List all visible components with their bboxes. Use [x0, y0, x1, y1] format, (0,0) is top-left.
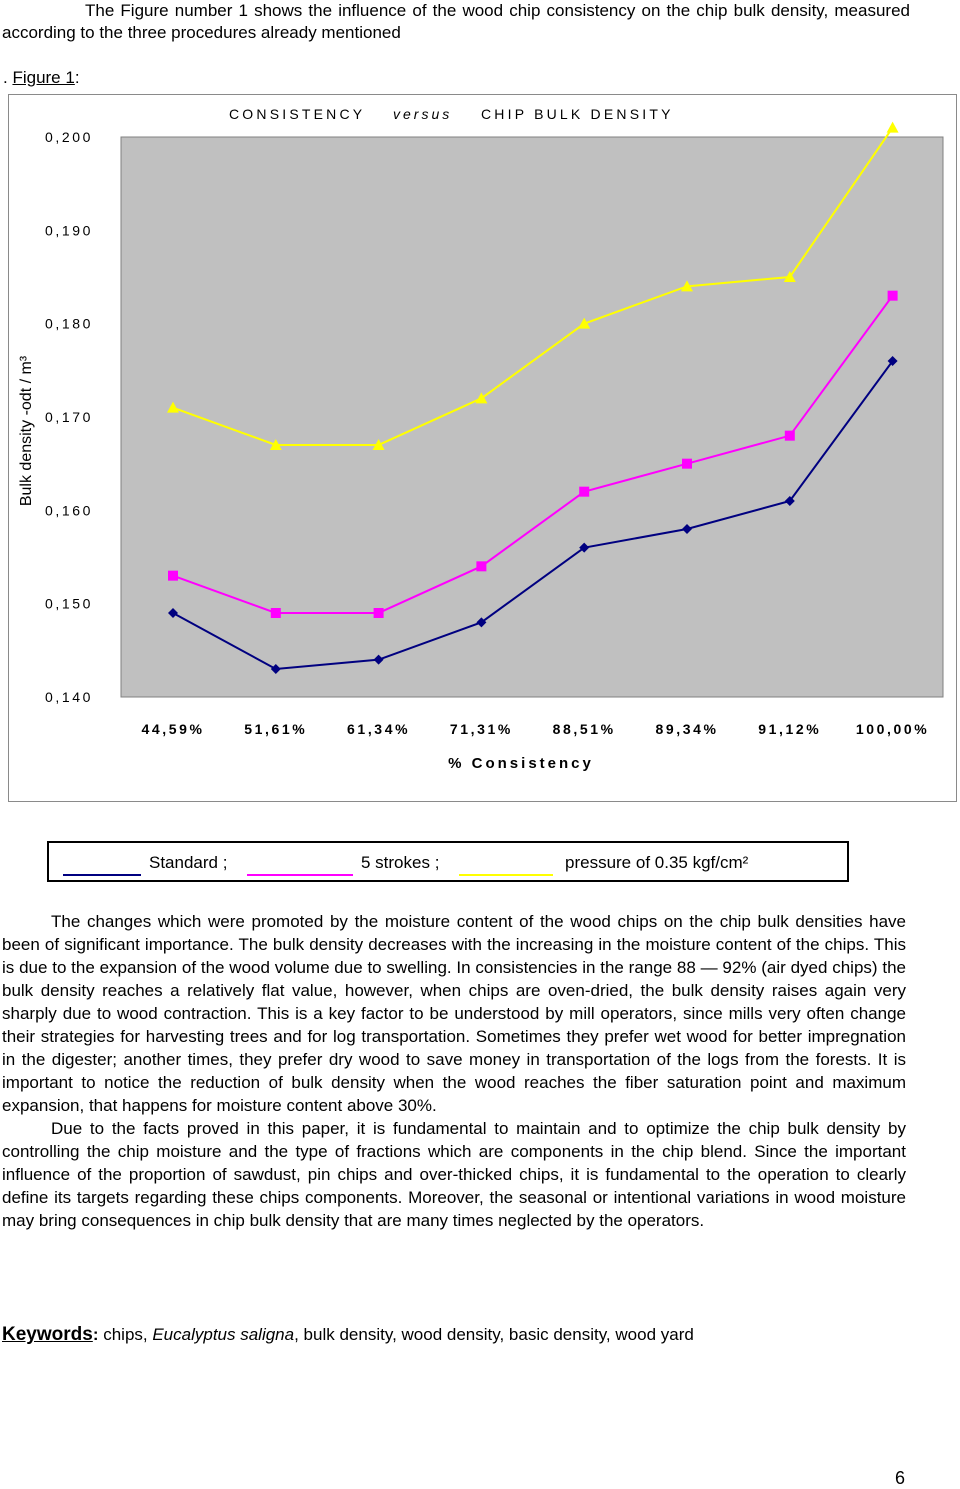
- x-axis-label: % Consistency: [448, 755, 594, 772]
- y-tick-label: 0,160: [45, 502, 94, 519]
- keywords-species: Eucalyptus saligna: [152, 1325, 295, 1344]
- x-tick-label: 88,51%: [552, 721, 616, 737]
- y-tick-label: 0,200: [45, 129, 94, 145]
- chart-title-part-3: CHIP BULK DENSITY: [481, 106, 674, 122]
- x-tick-label: 100,00%: [855, 721, 930, 737]
- y-tick-label: 0,140: [45, 689, 94, 705]
- series-2-point: [785, 431, 795, 441]
- series-2-point: [476, 561, 486, 571]
- figure-label-prefix: .: [3, 68, 13, 87]
- keywords-line: [2, 1323, 694, 1347]
- x-tick-label: 89,34%: [655, 721, 719, 737]
- figure-label-suffix: :: [74, 68, 80, 87]
- paragraph: Due to the facts proved in this paper, it is fundamental to maintain and to optimize the chip bulk density by controlling the chip moisture and the type of fractions which are components in the chip blend. Since the important influence of the proportion of sawdust, pin chips and over-thicked chips, it is fundamental to the operation to clearly define its targets regarding these chips components. Moreover, the seasonal or intentional variations in wood moisture may bring consequences in chip bulk density that are many times neglected by the operators.: [2, 1119, 906, 1230]
- figure-label-text: Figure 1: [12, 68, 75, 87]
- series-2-point: [271, 608, 281, 618]
- keywords-colon: :: [92, 1325, 99, 1344]
- x-tick-label: 71,31%: [449, 721, 513, 737]
- page-number: 6: [895, 1468, 906, 1488]
- legend-standard-label: Standard ;: [149, 853, 228, 872]
- legend-5-strokes-label: 5 strokes ;: [361, 853, 440, 872]
- series-3-point: [887, 122, 899, 133]
- intro-paragraph: The Figure number 1 shows the influence of the wood chip consistency on the chip bulk density, measured according to the three procedures already mentioned: [2, 1, 910, 42]
- plot-area: [121, 137, 943, 697]
- paragraph: The changes which were promoted by the moisture content of the wood chips on the chip bulk densities have been of significant importance. The bulk density decreases with the increasing in the moisture content of the chips. This is due to the expansion of the wood volume due to swelling. In consistencies in the range 88 — 92% (air dyed chips) the bulk density reaches a relatively flat value, however, when chips are oven-dried, the bulk density raises again very sharply due to wood contraction. This is a key factor to be understood by mill operators, since mills very often change their strategies for harvesting trees and for log transportation. Sometimes they prefer wet wood for better impregnation in the digester; another times, they prefer dry wood to save money in transportation of the logs from the forests. It is important to notice the reduction of bulk density when the wood reaches the fiber saturation point and maximum expansion, that happens for moisture content above 30%.: [2, 912, 906, 1115]
- series-2-point: [579, 487, 589, 497]
- legend-pressure-line: [459, 874, 553, 876]
- keywords-text-1: chips,: [98, 1325, 153, 1344]
- series-2-point: [682, 459, 692, 469]
- legend-standard-line: [63, 874, 141, 876]
- chart-title-part-1: CONSISTENCY: [229, 106, 366, 122]
- keywords-label: Keywords: [2, 1324, 93, 1345]
- chart-frame: [8, 94, 957, 802]
- x-tick-label: 61,34%: [347, 721, 411, 737]
- chart-title-part-2: versus: [393, 106, 453, 122]
- chart-legend: [47, 841, 849, 882]
- y-tick-label: 0,150: [45, 595, 94, 612]
- figure-label: [3, 67, 80, 89]
- keywords-text-2: , bulk density, wood density, basic density, wood yard: [294, 1325, 694, 1344]
- consistency-vs-bulk-density-chart: [9, 95, 956, 801]
- body-text: [2, 910, 906, 1232]
- y-tick-label: 0,180: [45, 315, 94, 332]
- series-2-point: [888, 291, 898, 301]
- x-tick-label: 44,59%: [141, 721, 205, 737]
- y-tick-label: 0,170: [45, 409, 94, 425]
- legend-5-strokes-line: [247, 874, 353, 876]
- series-2-point: [374, 608, 384, 618]
- x-tick-label: 91,12%: [758, 721, 822, 737]
- y-tick-label: 0,190: [45, 222, 94, 239]
- series-2-point: [168, 571, 178, 581]
- legend-pressure-label: pressure of 0.35 kgf/cm²: [565, 853, 749, 872]
- y-axis-label: Bulk density -odt / m³: [18, 355, 35, 507]
- x-tick-label: 51,61%: [244, 721, 308, 737]
